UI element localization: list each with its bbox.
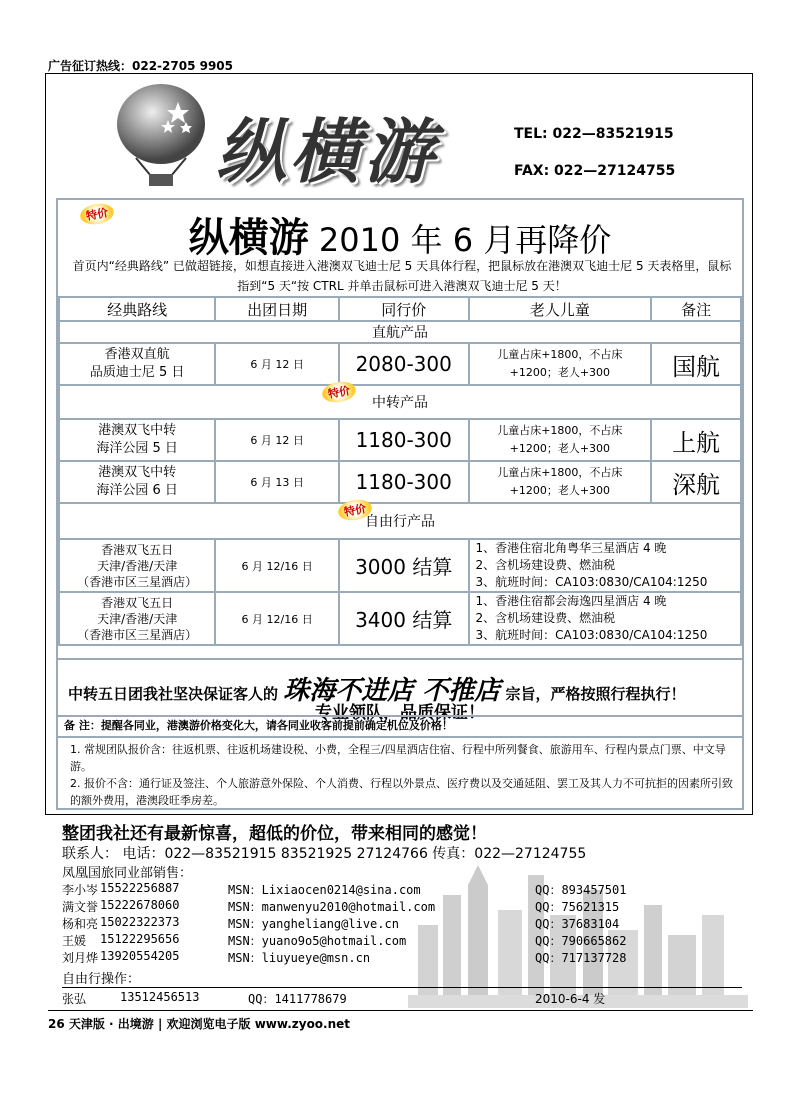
price-cell: 1180-300: [339, 419, 469, 461]
info-line: 3、航班时间：CA103:0830/CA104:1250: [475, 575, 708, 589]
staff-qq: QQ：1411778679: [248, 992, 347, 1006]
special-offer-badge: 特价: [321, 379, 358, 405]
route-line: 品质迪士尼 5 日: [89, 365, 185, 380]
logo-area: [46, 74, 752, 196]
price-cell: 3400 结算: [339, 592, 469, 645]
route-line: 海洋公园 5 日: [96, 441, 178, 456]
promise-line-2: 专业领队，品质保证！: [315, 703, 485, 723]
table-row: [59, 419, 741, 461]
promise-post: 宗旨，严格按照行程执行！: [505, 685, 686, 703]
date-cell: 6 月 12/16 日: [215, 592, 339, 645]
child-line: +1200；老人+300: [509, 442, 611, 455]
route-line: 香港双飞五日: [101, 542, 174, 557]
list-item: [62, 881, 742, 898]
list-item: [62, 932, 742, 949]
last-contact-row: [62, 987, 742, 1006]
intro-text: 首页内“经典路线” 已做超链接，如想直接进入港澳双飞迪士尼 5 天具体行程，把鼠标放在港澳双飞迪士尼 5 天表格里，鼠标指到“5 天“按 CTRL 并单击鼠标可进入港澳双飞迪士尼 5 天！: [72, 259, 732, 293]
carrier-cell: 深航: [651, 461, 741, 503]
price-table: [58, 296, 742, 646]
info-line: 2、含机场建设费、燃油税: [475, 558, 616, 572]
section-free: [59, 503, 741, 539]
col-header-elder-child: 老人儿童: [469, 297, 652, 321]
route-line: （香港市区三星酒店）: [77, 574, 198, 589]
headline: [58, 206, 742, 263]
route-cell: [59, 419, 215, 461]
table-header-row: [59, 297, 741, 321]
contact-line: 联系人： 电话：022—83521915 83521925 27124766 传真：022—27124755: [62, 846, 587, 862]
child-line: +1200；老人+300: [509, 366, 611, 379]
brand-logo-text: 纵横游: [216, 111, 438, 193]
free-op-title: 自由行操作：: [62, 972, 141, 987]
staff-phone: 15122295656: [100, 932, 180, 946]
route-cell: [59, 592, 215, 645]
date-cell: 6 月 12/16 日: [215, 539, 339, 592]
dept-title: 凤凰国旅同业部销售：: [62, 866, 193, 881]
promise-highlight: 珠海不进店 不推店: [283, 676, 501, 706]
col-header-date: 出团日期: [215, 297, 339, 321]
info-line: 3、航班时间：CA103:0830/CA104:1250: [475, 628, 708, 642]
child-price-cell: [469, 343, 652, 385]
special-offer-badge: 特价: [337, 497, 374, 523]
balloon-logo-icon: [106, 80, 216, 190]
tel-number: TEL: 022—83521915: [514, 126, 674, 142]
section-title: 中转产品: [372, 395, 428, 411]
notes-head: 备 注：提醒各同业，港澳游价格变化大，请各同业收客前提前确定机位及价格！: [58, 717, 742, 738]
price-panel: [56, 198, 744, 810]
staff-qq: QQ：893457501: [535, 883, 627, 897]
ad-hotline: 广告征订热线：022-2705 9905: [48, 59, 234, 73]
staff-msn: MSN：Lixiaocen0214@sina.com: [228, 883, 421, 897]
route-line: （香港市区三星酒店）: [77, 627, 198, 642]
contact-block: [48, 815, 748, 1008]
staff-phone: 15222678060: [100, 898, 180, 912]
section-direct: [59, 321, 741, 343]
price-cell: 3000 结算: [339, 539, 469, 592]
section-cell: [59, 503, 741, 539]
info-line: 1、香港住宿北角粤华三星酒店 4 晚: [475, 541, 667, 555]
col-header-price: 同行价: [339, 297, 469, 321]
info-line: 1、香港住宿都会海逸四星酒店 4 晚: [475, 594, 667, 608]
child-line: 儿童占床+1800，不占床: [497, 348, 623, 361]
staff-msn: MSN：manwenyu2010@hotmail.com: [228, 900, 436, 914]
route-line: 香港双直航: [104, 347, 170, 362]
staff-qq: QQ：37683104: [535, 917, 620, 931]
surprise-line: 整团我社还有最新惊喜，超低的价位，带来相同的感觉！: [62, 824, 487, 844]
route-line: 海洋公园 6 日: [96, 483, 178, 498]
table-row: [59, 461, 741, 503]
date-cell: 6 月 13 日: [215, 461, 339, 503]
staff-name: 张弘: [62, 992, 87, 1006]
staff-msn: MSN：yuano9o5@hotmail.com: [228, 934, 407, 948]
staff-msn: MSN：liuyueye@msn.cn: [228, 951, 371, 965]
info-cell: [469, 592, 741, 645]
staff-qq: QQ：717137728: [535, 951, 627, 965]
table-row: [59, 343, 741, 385]
section-title: 直航产品: [59, 321, 741, 343]
fax-number: FAX: 022—27124755: [514, 163, 676, 179]
promise-block: [58, 658, 742, 723]
route-line: 香港双飞五日: [101, 595, 174, 610]
col-header-remark: 备注: [651, 297, 741, 321]
ad-frame: [45, 73, 753, 815]
date-cell: 6 月 12 日: [215, 343, 339, 385]
price-cell: 2080-300: [339, 343, 469, 385]
list-item: [62, 915, 742, 932]
staff-name: 王媛: [62, 934, 87, 948]
carrier-cell: 国航: [651, 343, 741, 385]
col-header-route: 经典路线: [59, 297, 215, 321]
staff-msn: MSN：yangheliang@live.cn: [228, 917, 399, 931]
staff-qq: QQ：75621315: [535, 900, 620, 914]
table-row: [59, 592, 741, 645]
section-transfer: [59, 385, 741, 419]
section-cell: [59, 385, 741, 419]
special-offer-badge: 特价: [79, 201, 116, 227]
child-line: +1200；老人+300: [509, 484, 611, 497]
child-price-cell: [469, 461, 652, 503]
staff-name: 满文誉: [62, 900, 99, 914]
list-item: [62, 949, 742, 966]
section-title: 自由行产品: [365, 514, 435, 530]
staff-name: 杨和亮: [62, 917, 99, 931]
page-footer: 26 天津版 · 出境游 | 欢迎浏览电子版 www.zyoo.net: [48, 1010, 753, 1032]
info-line: 2、含机场建设费、燃油税: [475, 611, 616, 625]
staff-phone: 15022322373: [100, 915, 180, 929]
route-line: 天津/香港/天津: [97, 558, 178, 573]
staff-name: 李小岑: [62, 883, 99, 897]
staff-qq: QQ：790665862: [535, 934, 627, 948]
issue-date: 2010-6-4 发: [535, 992, 606, 1006]
note-item: 1. 常规团队报价含：往返机票、往返机场建设税、小费，全程三/四星酒店住宿、行程中所列餐食、旅游用车、行程内景点门票、中文导游。: [70, 743, 726, 773]
headline-rest: 2010 年 6 月再降价: [308, 221, 612, 259]
route-cell: [59, 343, 215, 385]
route-cell: [59, 539, 215, 592]
staff-phone: 13512456513: [120, 990, 200, 1004]
staff-phone: 15522256887: [100, 881, 180, 895]
promise-pre: 中转五日团我社坚决保证客人的: [68, 685, 279, 703]
list-item: [62, 898, 742, 915]
staff-phone: 13920554205: [100, 949, 180, 963]
route-line: 港澳双飞中转: [98, 423, 177, 438]
price-cell: 1180-300: [339, 461, 469, 503]
child-line: 儿童占床+1800，不占床: [497, 466, 623, 479]
note-item: 2. 报价不含：通行证及签注、个人旅游意外保险、个人消费、行程以外景点、医疗费以及交通延阻、罢工及其人力不可抗拒的因素所引致的额外费用，港澳段旺季房差。: [70, 777, 733, 807]
route-line: 港澳双飞中转: [98, 465, 177, 480]
notes-block: [58, 715, 742, 813]
route-line: 天津/香港/天津: [97, 611, 178, 626]
staff-name: 刘月烨: [62, 951, 99, 965]
child-line: 儿童占床+1800，不占床: [497, 424, 623, 437]
carrier-cell: 上航: [651, 419, 741, 461]
route-cell: [59, 461, 215, 503]
date-cell: 6 月 12 日: [215, 419, 339, 461]
info-cell: [469, 539, 741, 592]
table-row: [59, 539, 741, 592]
headline-brand: 纵横游: [188, 215, 309, 261]
child-price-cell: [469, 419, 652, 461]
staff-list: [62, 881, 742, 966]
